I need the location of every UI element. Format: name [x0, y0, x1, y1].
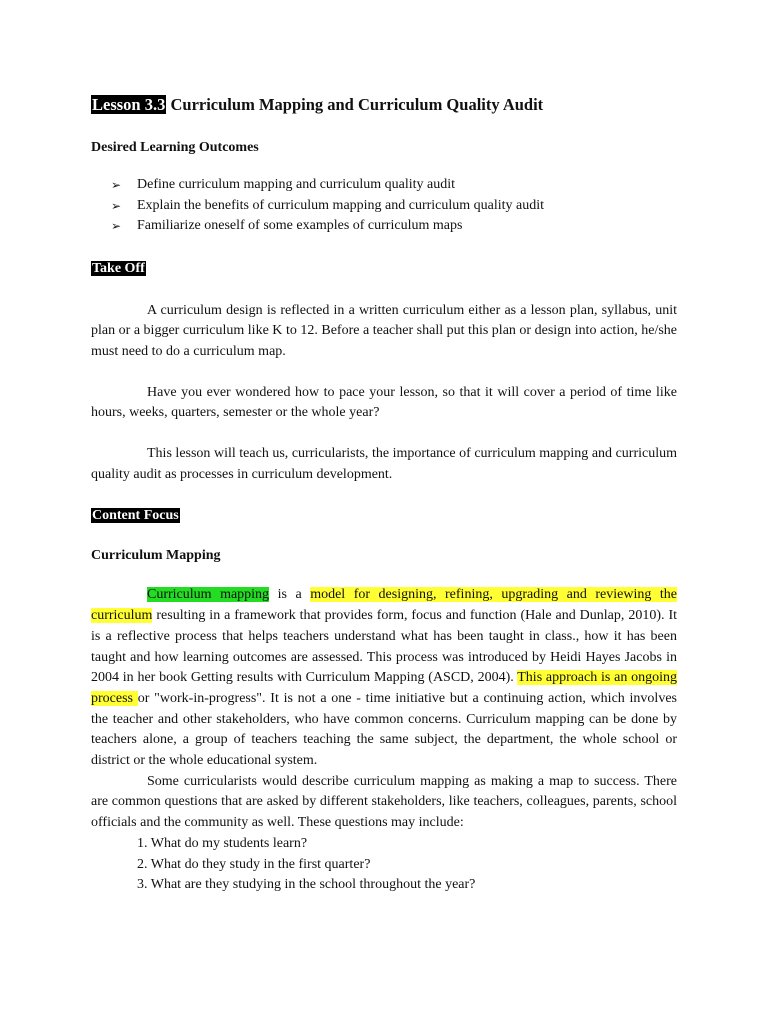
highlighted-term: Curriculum mapping [147, 587, 270, 603]
outcome-text: Explain the benefits of curriculum mapping and curriculum quality audit [137, 197, 545, 213]
question-item: 1. What do my students learn? [137, 835, 308, 851]
arrow-bullet-icon: ➢ [111, 219, 122, 233]
questions-list [91, 834, 677, 896]
take-off-heading: Take Off [92, 260, 145, 276]
take-off-paragraph-1: A curriculum design is reflected in a written curriculum either as a lesson plan, syllabus, unit plan or a bigger curriculum like K to 12. Before a teacher shall put this plan or design into action, he/she must need to do a curriculum map. [91, 302, 677, 359]
highlighted-definition: model for designing, refining, upgrading and reviewing the curriculum [91, 587, 677, 624]
lesson-title [91, 94, 677, 116]
question-item: 3. What are they studying in the school throughout the year? [137, 877, 476, 893]
take-off-paragraph-3: This lesson will teach us, curricularists, the importance of curriculum mapping and curriculum quality audit as processes in curriculum development. [91, 446, 677, 482]
arrow-bullet-icon: ➢ [111, 178, 122, 192]
desired-outcomes-section [91, 138, 677, 237]
lesson-title-text: Curriculum Mapping and Curriculum Quality Audit [166, 95, 544, 114]
content-focus-heading: Content Focus [92, 508, 179, 524]
curriculum-mapping-heading: Curriculum Mapping [91, 548, 221, 564]
outcome-item [111, 175, 677, 196]
outcome-item [111, 196, 677, 217]
arrow-bullet-icon: ➢ [111, 198, 122, 213]
outcome-text: Familiarize oneself of some examples of curriculum maps [137, 218, 463, 233]
desired-outcomes-heading: Desired Learning Outcomes [91, 140, 259, 155]
document-page [91, 94, 677, 896]
question-item: 2. What do they study in the first quarter? [137, 856, 371, 872]
outcomes-list [91, 175, 677, 237]
curriculum-mapping-paragraph-1: Curriculum mapping is a model for designing, refining, upgrading and reviewing the curriculum resulting in a framework that provides form, focus and function (Hale and Dunlap, 2010). It is a reflective process that helps teachers understand what has been taught in class., how it has been taught and how learning outcomes are assessed. This process was introduced by Heidi Hayes Jacobs in 2004 in her book Getting results with Curriculum Mapping (ASCD, 2004). This approach is an ongoing process or "work-in-progress". It is not a one - time initiative but a continuing action, which involves the teacher and other stakeholders, who have common concerns. Curriculum mapping can be done by teachers alone, a group of teachers teaching the same subject, the department, the whole school or district or the whole educational system. [91, 587, 677, 769]
curriculum-mapping-paragraph-2: Some curricularists would describe curriculum mapping as making a map to success. There are common questions that are asked by different stakeholders, like teachers, colleagues, parents, school officials and the community as well. These questions may include: [91, 773, 677, 831]
take-off-paragraph-2: Have you ever wondered how to pace your lesson, so that it will cover a period of time like hours, weeks, quarters, semester or the whole year? [91, 384, 677, 421]
outcome-text: Define curriculum mapping and curriculum quality audit [137, 177, 456, 192]
outcome-item [111, 216, 677, 237]
highlighted-approach: This approach is an ongoing process [91, 670, 677, 706]
lesson-number-tag: Lesson 3.3 [92, 95, 166, 114]
